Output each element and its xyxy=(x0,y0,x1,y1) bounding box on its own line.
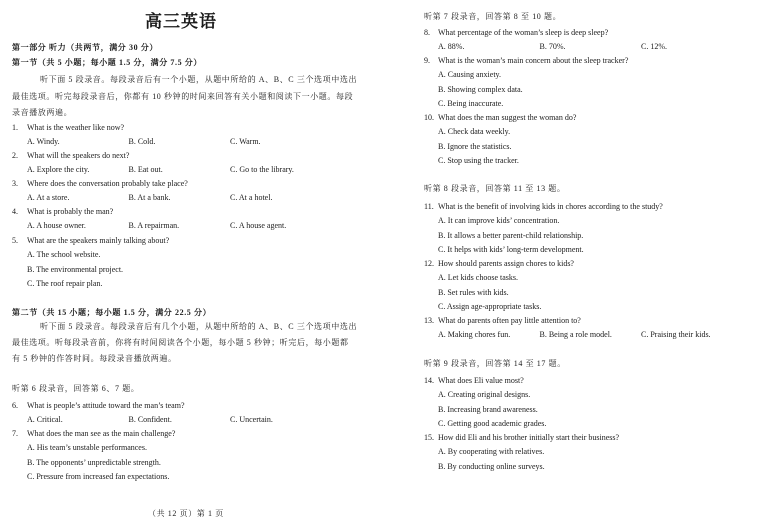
answer-option: A. Let kids choose tasks. xyxy=(438,273,518,283)
answer-option: B. Showing complex data. xyxy=(438,84,523,94)
answer-option: C. It helps with kids’ long-term development. xyxy=(438,244,584,254)
question-number: 1. xyxy=(12,123,18,132)
instruction-text: 听下面 5 段录音。每段录音后有一个小题，从题中所给的 A、B、C 三个选项中选出 xyxy=(40,75,358,84)
answer-option: C. Pressure from increased fan expectations. xyxy=(27,471,170,481)
answer-option: B. At a bank. xyxy=(128,193,171,203)
audio-instruction: 听第 7 段录音，回答第 8 至 10 题。 xyxy=(424,12,562,21)
question-number: 11. xyxy=(424,202,434,211)
answer-option: C. Warm. xyxy=(230,137,261,147)
answer-option: A. At a store. xyxy=(27,193,70,203)
audio-instruction: 听第 9 段录音，回答第 14 至 17 题。 xyxy=(424,359,566,368)
answer-option: C. 12%. xyxy=(641,42,667,52)
answer-option: A. Check data weekly. xyxy=(438,127,511,137)
question-number: 3. xyxy=(12,179,18,188)
question-number: 14. xyxy=(424,376,434,385)
question-text: What is people’s attitude toward the man’s team? xyxy=(27,401,185,410)
answer-option: A. Causing anxiety. xyxy=(438,70,502,80)
instruction-text: 录音播放两遍。 xyxy=(12,108,73,117)
page-title: 高三英语 xyxy=(145,12,217,32)
audio-instruction: 听第 8 段录音，回答第 11 至 13 题。 xyxy=(424,184,566,193)
answer-option: B. By conducting online surveys. xyxy=(438,461,545,471)
section-heading: 第二节（共 15 小题；每小题 1.5 分，满分 22.5 分） xyxy=(12,308,212,317)
answer-option: C. Getting good academic grades. xyxy=(438,418,547,428)
question-text: What percentage of the woman’s sleep is deep sleep? xyxy=(438,28,609,37)
question-number: 6. xyxy=(12,401,18,410)
answer-option: B. It allows a better parent-child relationship. xyxy=(438,230,584,240)
answer-option: B. 70%. xyxy=(539,42,566,52)
question-text: How should parents assign chores to kids? xyxy=(438,259,574,268)
answer-option: A. Windy. xyxy=(27,137,60,147)
answer-option: B. Being a role model. xyxy=(539,330,612,340)
instruction-text: 听下面 5 段录音。每段录音后有几个小题，从题中所给的 A、B、C 三个选项中选出 xyxy=(40,322,358,331)
question-text: What does Eli value most? xyxy=(438,376,524,385)
instruction-text: 有 5 秒钟的作答时间。每段录音播放两遍。 xyxy=(12,354,177,363)
answer-option: C. Go to the library. xyxy=(230,165,294,175)
answer-option: A. Critical. xyxy=(27,415,63,425)
question-number: 8. xyxy=(424,28,430,37)
question-number: 15. xyxy=(424,433,434,442)
answer-option: C. Assign age-appropriate tasks. xyxy=(438,301,542,311)
answer-option: A. 88%. xyxy=(438,42,465,52)
answer-option: A. By cooperating with relatives. xyxy=(438,447,545,457)
answer-option: C. At a hotel. xyxy=(230,193,273,203)
instruction-text: 最佳选项。听每段录音前，你将有时间阅读各个小题，每小题 5 秒钟；听完后，每小题都 xyxy=(12,338,349,347)
question-number: 5. xyxy=(12,236,18,245)
answer-option: C. Being inaccurate. xyxy=(438,98,504,108)
answer-option: B. Cold. xyxy=(128,137,156,147)
question-number: 12. xyxy=(424,259,434,268)
question-text: What is the benefit of involving kids in chores according to the study? xyxy=(438,202,663,211)
section-heading: 第一节（共 5 小题；每小题 1.5 分，满分 7.5 分） xyxy=(12,58,202,67)
answer-option: A. Making chores fun. xyxy=(438,330,511,340)
question-text: What is the weather like now? xyxy=(27,123,125,132)
question-text: What is probably the man? xyxy=(27,207,114,216)
question-text: What do parents often pay little attention to? xyxy=(438,316,581,325)
question-number: 9. xyxy=(424,56,430,65)
answer-option: C. A house agent. xyxy=(230,221,287,231)
question-text: What will the speakers do next? xyxy=(27,151,130,160)
answer-option: A. Creating original designs. xyxy=(438,390,531,400)
answer-option: B. The opponents’ unpredictable strength. xyxy=(27,457,161,467)
answer-option: C. The roof repair plan. xyxy=(27,278,103,288)
question-number: 2. xyxy=(12,151,18,160)
question-text: What is the woman’s main concern about the sleep tracker? xyxy=(438,56,629,65)
question-text: Where does the conversation probably take place? xyxy=(27,179,188,188)
question-text: What does the man see as the main challenge? xyxy=(27,429,176,438)
answer-option: B. The environmental project. xyxy=(27,264,124,274)
answer-option: A. The school website. xyxy=(27,250,101,260)
question-number: 10. xyxy=(424,113,434,122)
page-footer: （共 12 页）第 1 页 xyxy=(148,509,224,518)
answer-option: B. Ignore the statistics. xyxy=(438,141,512,151)
answer-option: A. His team’s unstable performances. xyxy=(27,443,147,453)
question-number: 13. xyxy=(424,316,434,325)
answer-option: B. Eat out. xyxy=(128,165,163,175)
question-text: How did Eli and his brother initially start their business? xyxy=(438,433,620,442)
answer-option: B. Set rules with kids. xyxy=(438,287,509,297)
answer-option: A. Explore the city. xyxy=(27,165,90,175)
answer-option: B. A repairman. xyxy=(128,221,180,231)
answer-option: C. Uncertain. xyxy=(230,415,273,425)
answer-option: A. It can improve kids’ concentration. xyxy=(438,216,560,226)
answer-option: A. A house owner. xyxy=(27,221,86,231)
question-text: What are the speakers mainly talking about? xyxy=(27,236,170,245)
answer-option: C. Praising their kids. xyxy=(641,330,711,340)
part-heading: 第一部分 听力（共两节，满分 30 分） xyxy=(12,43,158,52)
answer-option: C. Stop using the tracker. xyxy=(438,155,519,165)
answer-option: B. Increasing brand awareness. xyxy=(438,404,538,414)
audio-instruction: 听第 6 段录音，回答第 6、7 题。 xyxy=(12,384,140,393)
question-text: What does the man suggest the woman do? xyxy=(438,113,577,122)
question-number: 4. xyxy=(12,207,18,216)
instruction-text: 最佳选项。听完每段录音后，你都有 10 秒钟的时间来回答有关小题和阅读下一小题。每段 xyxy=(12,92,354,101)
answer-option: B. Confident. xyxy=(128,415,172,425)
question-number: 7. xyxy=(12,429,18,438)
